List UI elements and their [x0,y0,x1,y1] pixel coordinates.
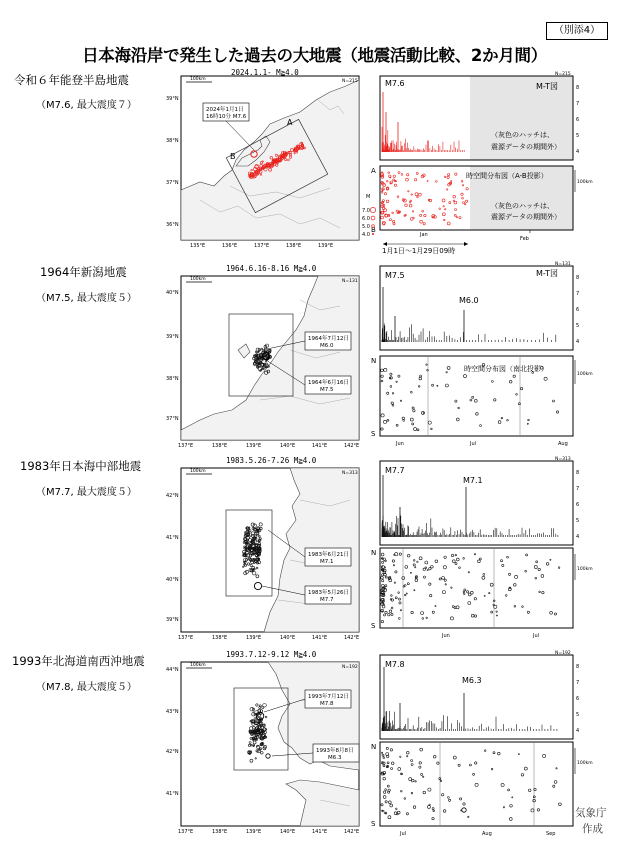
svg-text:142°E: 142°E [344,635,360,641]
map-lat-labels-noto [166,96,179,228]
map-header-hokkaido: 1993.7.12-9.12 M≧4.0 [226,650,317,659]
mt-chart-chubu [380,461,573,545]
st-label-noto: 時空間分布図（A-B投影） [466,172,548,180]
eq-name-noto: 令和６年能登半島地震 [14,73,129,87]
svg-text:42°N: 42°N [166,493,179,499]
map-count-hokkaido: N=192 [342,665,358,670]
svg-text:36°N: 36°N [166,222,179,228]
st-chart-chubu [380,548,573,628]
st-top-hokkaido: N [371,743,377,751]
svg-text:8: 8 [576,664,580,670]
svg-text:7: 7 [576,486,580,492]
svg-text:Jul: Jul [400,831,407,837]
callout-hokkaido-2-mag: M6.3 [328,755,342,761]
mt-note-noto-1: （灰色のハッチは、 [491,131,554,139]
svg-text:38°N: 38°N [166,376,179,382]
svg-text:M: M [366,194,371,200]
map-header-noto: 2024.1.1- M≧4.0 [231,68,299,77]
map-lon-labels-niigata [178,443,359,449]
page-title: 日本海沿岸で発生した過去の大地震（地震活動比較、2か月間） [82,46,547,65]
mt-chart-niigata [380,266,573,350]
map-lon-labels-chubu [178,635,359,641]
mt-count-chubu: N=313 [555,457,571,462]
map-count-chubu: N=313 [342,471,358,476]
eq-sub-niigata: （M7.5, 最大震度５） [36,293,137,304]
svg-text:136°E: 136°E [222,243,238,249]
st-scale-chubu: 100km [577,567,593,572]
st-bottom-hokkaido: S [371,820,376,828]
map-hokkaido-nansei [181,662,359,826]
mt-yticks-chubu [576,470,579,540]
callout-hokkaido-2-date: 1993年8月8日 [316,748,354,754]
svg-text:140°E: 140°E [280,443,296,449]
svg-text:41°N: 41°N [166,791,179,797]
svg-text:Jun: Jun [442,633,450,639]
svg-text:40°N: 40°N [166,290,179,296]
mt-note-noto-2: 震源データの期間外） [491,143,561,151]
svg-text:39°N: 39°N [166,334,179,340]
svg-text:142°E: 142°E [344,829,360,835]
st-top-niigata: N [371,357,377,365]
svg-text:41°N: 41°N [166,535,179,541]
map-lon-labels-hokkaido [178,829,359,835]
svg-text:37°N: 37°N [166,416,179,422]
map-lat-labels-chubu [166,493,179,623]
map-count-noto: N=215 [342,79,358,84]
map-lat-labels-niigata [166,290,179,422]
st-bottom-chubu: S [371,622,376,630]
svg-text:Aug: Aug [558,441,568,447]
svg-text:39°N: 39°N [166,617,179,623]
svg-text:40°N: 40°N [166,577,179,583]
svg-text:4: 4 [576,149,580,155]
callout-chubu-1-mag: M7.1 [320,559,334,565]
svg-text:Jul: Jul [533,633,540,639]
mt-mag-hokkaido: M7.8 [385,660,405,669]
eq-name-niigata: 1964年新潟地震 [40,265,127,279]
st-note-noto-2: 震源データの期間外） [491,213,561,221]
svg-text:141°E: 141°E [312,635,328,641]
map-header-niigata: 1964.6.16-8.16 M≧4.0 [226,264,317,273]
st-label-niigata: 時空間分布図（南北投影） [464,365,548,373]
mt-label-niigata: M-T図 [536,269,558,278]
svg-text:139°E: 139°E [246,829,262,835]
svg-text:4: 4 [576,728,580,734]
svg-text:Sep: Sep [546,831,556,837]
mt-sec-chubu: M7.1 [463,476,483,485]
callout-noto-mag: 16時10分 M7.6 [206,114,247,120]
svg-text:5: 5 [576,323,580,329]
map-count-niigata: N=131 [342,279,358,284]
eq-sub-hokkaido-nansei: （M7.8, 最大震度５） [36,682,137,693]
callout-niigata-1-date: 1964年7月12日 [308,336,349,342]
map-scale-noto: 100km [190,77,206,82]
svg-text:6: 6 [576,502,580,508]
svg-text:7: 7 [576,101,580,107]
svg-text:6: 6 [576,117,580,123]
mt-mag-niigata: M7.5 [385,271,405,280]
mt-yticks-noto [576,85,579,155]
mt-count-noto: N=215 [555,72,571,77]
svg-text:139°E: 139°E [318,243,334,249]
mt-yticks-niigata [576,275,579,345]
st-note-noto-1: （灰色のハッチは、 [491,202,554,210]
svg-text:4: 4 [576,339,580,345]
svg-text:Aug: Aug [482,831,492,837]
mt-mag-chubu: M7.7 [385,466,405,475]
svg-text:138°E: 138°E [286,243,302,249]
mt-label-noto: M-T図 [536,82,558,91]
callout-niigata-2-mag: M7.5 [320,387,334,393]
svg-text:37°N: 37°N [166,180,179,186]
svg-text:42°N: 42°N [166,749,179,755]
svg-text:140°E: 140°E [280,829,296,835]
callout-niigata-1-mag: M6.0 [320,343,334,349]
svg-text:139°E: 139°E [246,635,262,641]
svg-text:5: 5 [576,518,580,524]
st-scale-niigata: 100km [577,372,593,377]
callout-chubu-1-date: 1983年6月21日 [308,552,349,558]
map-scale-hokkaido: 100km [190,663,206,668]
svg-text:5: 5 [576,133,580,139]
eq-sub-nihonkai-chubu: （M7.7, 最大震度５） [36,487,137,498]
svg-text:6: 6 [576,307,580,313]
callout-hokkaido-1-date: 1993年7月12日 [308,694,349,700]
svg-text:135°E: 135°E [190,243,206,249]
svg-text:Jul: Jul [470,441,477,447]
svg-text:138°E: 138°E [212,635,228,641]
svg-text:137°E: 137°E [254,243,270,249]
map-scale-chubu: 100km [190,469,206,474]
callout-hokkaido-1-mag: M7.8 [320,701,334,707]
svg-text:141°E: 141°E [312,443,328,449]
svg-text:8: 8 [576,85,580,91]
svg-text:140°E: 140°E [280,635,296,641]
credit-jma: 気象庁 [575,807,607,819]
svg-text:7: 7 [576,680,580,686]
eq-name-hokkaido-nansei: 1993年北海道南西沖地震 [12,654,145,668]
mt-sec-hokkaido: M6.3 [462,676,482,685]
svg-text:43°N: 43°N [166,709,179,715]
svg-text:141°E: 141°E [312,829,328,835]
svg-text:8: 8 [576,275,580,281]
map-scale-niigata: 100km [190,277,206,282]
svg-text:38°N: 38°N [166,138,179,144]
svg-text:7: 7 [576,291,580,297]
map-lat-labels-hokkaido [166,667,179,797]
attachment-tag: （別添4） [546,22,608,40]
st-chart-hokkaido [380,742,573,826]
map-label-a: A [287,118,293,127]
map-niigata [181,276,359,440]
eq-name-nihonkai-chubu: 1983年日本海中部地震 [20,459,142,473]
st-xlabels-chubu [441,633,539,639]
map-label-b: B [230,152,236,161]
map-header-chubu: 1983.5.26-7.26 M≧4.0 [226,456,317,465]
svg-text:6.0: 6.0 [362,216,370,222]
svg-text:39°N: 39°N [166,96,179,102]
svg-text:138°E: 138°E [212,443,228,449]
svg-text:4: 4 [576,534,580,540]
mt-sec-niigata: M6.0 [459,296,479,305]
st-bottom-noto: B [371,226,376,234]
st-bottom-niigata: S [371,430,376,438]
map-lon-labels-noto [190,243,333,249]
callout-niigata-2-date: 1964年6月16日 [308,380,349,386]
st-top-noto: A [371,167,376,175]
svg-text:138°E: 138°E [212,829,228,835]
map-noto [181,76,359,240]
svg-text:8: 8 [576,470,580,476]
svg-text:6: 6 [576,696,580,702]
svg-text:44°N: 44°N [166,667,179,673]
svg-text:137°E: 137°E [178,443,194,449]
svg-text:137°E: 137°E [178,635,194,641]
st-xlabel-noto-feb: Feb [520,236,529,242]
st-period-noto: 1月1日～1月29日09時 [382,247,456,255]
mt-chart-hokkaido [380,655,573,739]
svg-text:5: 5 [576,712,580,718]
credit-made: 作成 [582,823,603,835]
svg-text:4.0: 4.0 [362,232,370,238]
mt-count-hokkaido: N=192 [555,651,571,656]
mt-mag-noto: M7.6 [385,79,405,88]
callout-noto-date: 2024年1月1日 [206,107,244,113]
callout-chubu-2-date: 1983年5月26日 [308,590,349,596]
st-xlabel-noto-jan: Jan [420,232,428,238]
svg-text:Jun: Jun [396,441,404,447]
map-nihonkai-chubu [181,468,359,632]
st-scale-hokkaido: 100km [577,761,593,766]
svg-text:137°E: 137°E [178,829,194,835]
svg-text:139°E: 139°E [246,443,262,449]
st-xlabels-hokkaido [399,831,555,837]
st-top-chubu: N [371,549,377,557]
callout-chubu-2-mag: M7.7 [320,597,334,603]
mt-yticks-hokkaido [576,664,579,734]
mt-count-niigata: N=131 [555,262,571,267]
svg-text:5.0: 5.0 [362,224,370,230]
st-xlabels-niigata [395,441,568,447]
st-scale-noto: 100km [577,180,593,185]
eq-sub-noto: （M7.6, 最大震度７） [36,100,137,111]
svg-text:7.0: 7.0 [362,208,370,214]
svg-text:142°E: 142°E [344,443,360,449]
